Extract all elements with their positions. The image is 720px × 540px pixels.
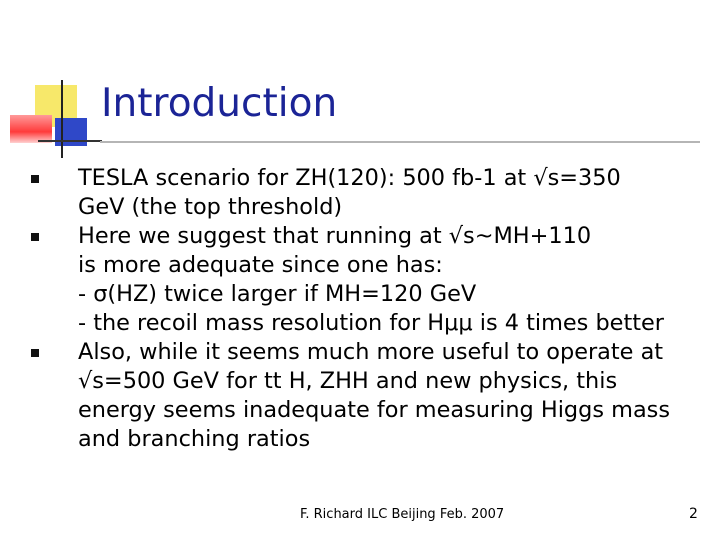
- slide-title: Introduction: [101, 81, 338, 126]
- logo-horizontal-line: [38, 140, 102, 142]
- bullet-line: Also, while it seems much more useful to operate at: [78, 339, 664, 365]
- logo-red-square: [10, 115, 52, 143]
- bullet-line: and branching ratios: [78, 426, 311, 452]
- logo-vertical-line: [61, 80, 63, 158]
- bullet-list: [30, 164, 710, 454]
- bullet-line: - σ(HZ) twice larger if MH=120 GeV: [78, 281, 477, 307]
- bullet-item: [30, 164, 710, 222]
- bullet-item: [30, 222, 710, 338]
- bullet-item: [30, 338, 710, 454]
- page-number: 2: [689, 506, 698, 522]
- bullet-line: Here we suggest that running at √s~MH+110: [78, 223, 592, 249]
- bullet-square-icon: [31, 349, 39, 357]
- bullet-line: - the recoil mass resolution for Hμμ is 4 times better: [78, 310, 664, 336]
- bullet-line: √s=500 GeV for tt H, ZHH and new physics, this: [78, 368, 618, 394]
- bullet-line: energy seems inadequate for measuring Higgs mass: [78, 397, 671, 423]
- bullet-line: is more adequate since one has:: [78, 252, 443, 278]
- bullet-line: TESLA scenario for ZH(120): 500 fb-1 at √s=350: [78, 165, 621, 191]
- slide-footer: F. Richard ILC Beijing Feb. 2007: [300, 507, 505, 522]
- bullet-square-icon: [31, 175, 39, 183]
- title-underline-rule: [100, 141, 700, 143]
- bullet-square-icon: [31, 233, 39, 241]
- bullet-line: GeV (the top threshold): [78, 194, 343, 220]
